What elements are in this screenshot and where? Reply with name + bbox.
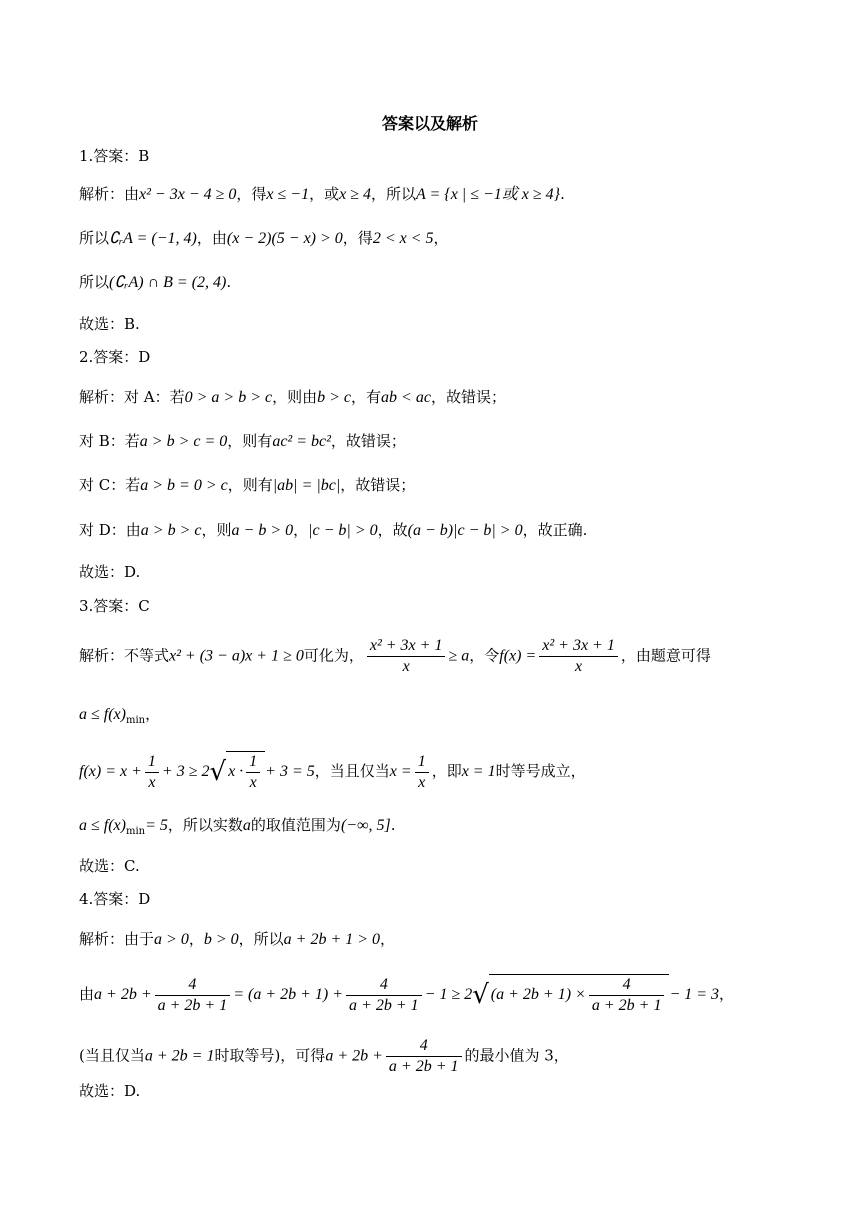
formula: A = {x | ≤ −1或 x ≥ 4} [416,186,561,203]
text: ，当且仅当 [314,762,390,780]
radicand [226,751,265,793]
q3-analysis-line-4 [79,815,395,842]
fraction [415,752,429,793]
q1-choice: 故选：B. [79,315,140,333]
formula: ≥ a [448,647,470,665]
q2-analysis-line-2 [79,431,406,452]
numerator: x² + 3x + 1 [367,636,446,657]
fraction [246,752,260,793]
text: 对 C：若 [79,476,141,494]
fraction [386,1036,462,1077]
fraction [145,752,159,793]
fraction [346,975,422,1016]
subscript: min [125,826,146,837]
text: 的取值范围为 [250,816,341,834]
text: ，故 [377,521,408,539]
q2-choice: 故选：D. [79,563,141,581]
text: ，则有 [227,432,273,450]
formula: x ≤ −1 [266,186,310,203]
formula: − 1 ≥ 2 [424,986,473,1003]
page-title: 答案以及解析 [381,114,478,133]
fraction [155,975,231,1016]
formula: (a − b)|c − b| > 0 [407,522,523,539]
text: 所以 [79,273,110,291]
denominator: a + 2b + 1 [349,996,419,1014]
q3-choice: 故选：C. [79,857,140,875]
formula: ab < ac [381,389,431,406]
formula: (a + 2b + 1) × [490,986,586,1004]
formula: = 5 [145,817,168,834]
q4-analysis-line-2 [79,974,734,1016]
numerator: x² + 3x + 1 [539,636,618,657]
numerator: 1 [246,752,260,773]
formula: ac² = bc² [272,433,331,450]
fraction [539,636,618,677]
text: 由 [79,985,95,1003]
text: ，则有 [227,476,273,494]
denominator: x [574,658,583,675]
formula: x² + (3 − a)x + 1 ≥ 0 [169,647,304,665]
q4-analysis-line-3 [79,1036,569,1077]
text: ，故正确. [522,521,588,539]
text: 可化为， [303,646,364,665]
formula: a + 2b + 1 > 0 [283,931,381,948]
formula: ∁ᵣA = (−1, 4) [109,230,197,247]
q2-analysis-line-4 [79,520,587,541]
text: ，故错误； [430,388,506,406]
text: 解析：不等式 [79,646,170,665]
formula: a ≤ f(x) [79,817,126,834]
denominator: x [249,774,257,791]
numerator: 4 [589,975,665,996]
text: 解析：由 [79,185,140,203]
formula: f(x) = x + [79,763,142,780]
q2-answer: 2.答案：D [79,348,151,366]
text: 解析：对 A：若 [79,388,185,406]
formula: x = 1 [461,763,496,780]
text: ，故错误； [340,476,416,494]
numerator: 1 [415,752,429,773]
formula: a ≤ f(x) [79,706,126,723]
text: ， [145,705,161,723]
formula: (−∞, 5] [340,817,391,834]
formula: |ab| = |bc| [272,477,341,494]
text: ， [293,521,309,539]
numerator: 4 [386,1036,462,1057]
formula: a > b > c = 0 [139,433,228,450]
q3-analysis-line-3 [79,751,586,793]
formula: x ≥ 4 [339,186,371,203]
text: 所以 [79,229,110,247]
q3-answer: 3.答案：C [79,597,150,615]
formula: x · [228,763,244,781]
text: ， [433,229,449,247]
text: . [390,816,396,834]
q3-analysis-line-2 [79,704,160,731]
text: . [560,185,565,203]
text: ，令 [469,646,500,665]
fraction [589,975,665,1016]
text: ， [188,930,204,948]
formula: b > c [317,389,352,406]
fraction [367,636,446,677]
q4-answer: 4.答案：D [79,890,151,908]
text: ，或 [309,185,340,203]
formula: + 3 ≥ 2 [161,763,210,780]
text: ，所以 [371,185,417,203]
formula: a + 2b + [325,1047,383,1065]
text: 解析：由于 [79,930,155,948]
formula: f(x) = [499,647,537,665]
radicand [489,974,670,1016]
q1-analysis-line-3 [79,272,231,293]
text: ，得 [342,229,373,247]
sqrt-icon: √ [472,980,489,1010]
denominator: x [418,773,426,791]
formula: |c − b| > 0 [308,522,378,539]
denominator: a + 2b + 1 [157,996,228,1014]
q2-analysis-line-1 [79,387,506,408]
formula: x² − 3x − 4 ≥ 0 [139,186,237,203]
formula: a > 0 [154,931,189,948]
text: ， [380,930,396,948]
formula: a + 2b + [94,986,152,1003]
text: ，则由 [272,388,318,406]
text: 的最小值为 3， [464,1046,569,1065]
denominator: x [148,773,156,791]
numerator: 4 [346,975,422,996]
text: ，所以 [238,930,284,948]
sqrt-icon: √ [209,757,227,787]
formula: (∁ᵣA) ∩ B = (2, 4) [109,274,227,291]
text: ，由 [196,229,227,247]
q4-analysis-line-1 [79,929,395,950]
formula: x = [389,763,412,780]
q1-answer: 1.答案：B [79,147,150,165]
subscript: min [125,715,146,726]
numerator: 4 [155,975,231,996]
q3-analysis-line-1 [79,636,711,677]
text: 对 B：若 [79,432,140,450]
text: ，得 [236,185,267,203]
formula: (x − 2)(5 − x) > 0 [226,230,343,247]
formula: − 1 = 3 [669,986,720,1003]
denominator: a + 2b + 1 [388,1058,459,1075]
text: (当且仅当 [79,1046,145,1065]
q1-analysis-line-1 [79,184,565,205]
formula: a > b > c [140,522,202,539]
text: . [226,273,232,291]
text: 时等号成立， [495,762,586,780]
q4-choice: 故选：D. [79,1082,141,1100]
formula: a [242,817,251,834]
text: ，故错误； [330,432,406,450]
denominator: x [402,658,410,675]
q2-analysis-line-3 [79,475,415,496]
text: ，所以实数 [167,816,243,834]
q1-analysis-line-2 [79,228,449,249]
text: 对 D：由 [79,521,141,539]
text: ， [719,985,735,1003]
formula: b > 0 [203,931,239,948]
formula: a − b > 0 [231,522,294,539]
denominator: a + 2b + 1 [591,997,662,1014]
text: ，由题意可得 [620,646,711,665]
formula: 0 > a > b > c [184,389,273,406]
numerator: 1 [145,752,159,773]
text: ，则 [201,521,232,539]
text: ，有 [351,388,382,406]
formula: 2 < x < 5 [372,230,434,247]
text: ，即 [431,762,462,780]
formula: a + 2b = 1 [144,1047,215,1065]
formula: a > b = 0 > c [140,477,228,494]
formula: + 3 = 5 [265,763,315,780]
text: 时取等号)，可得 [214,1046,326,1065]
formula: = (a + 2b + 1) + [233,986,344,1003]
